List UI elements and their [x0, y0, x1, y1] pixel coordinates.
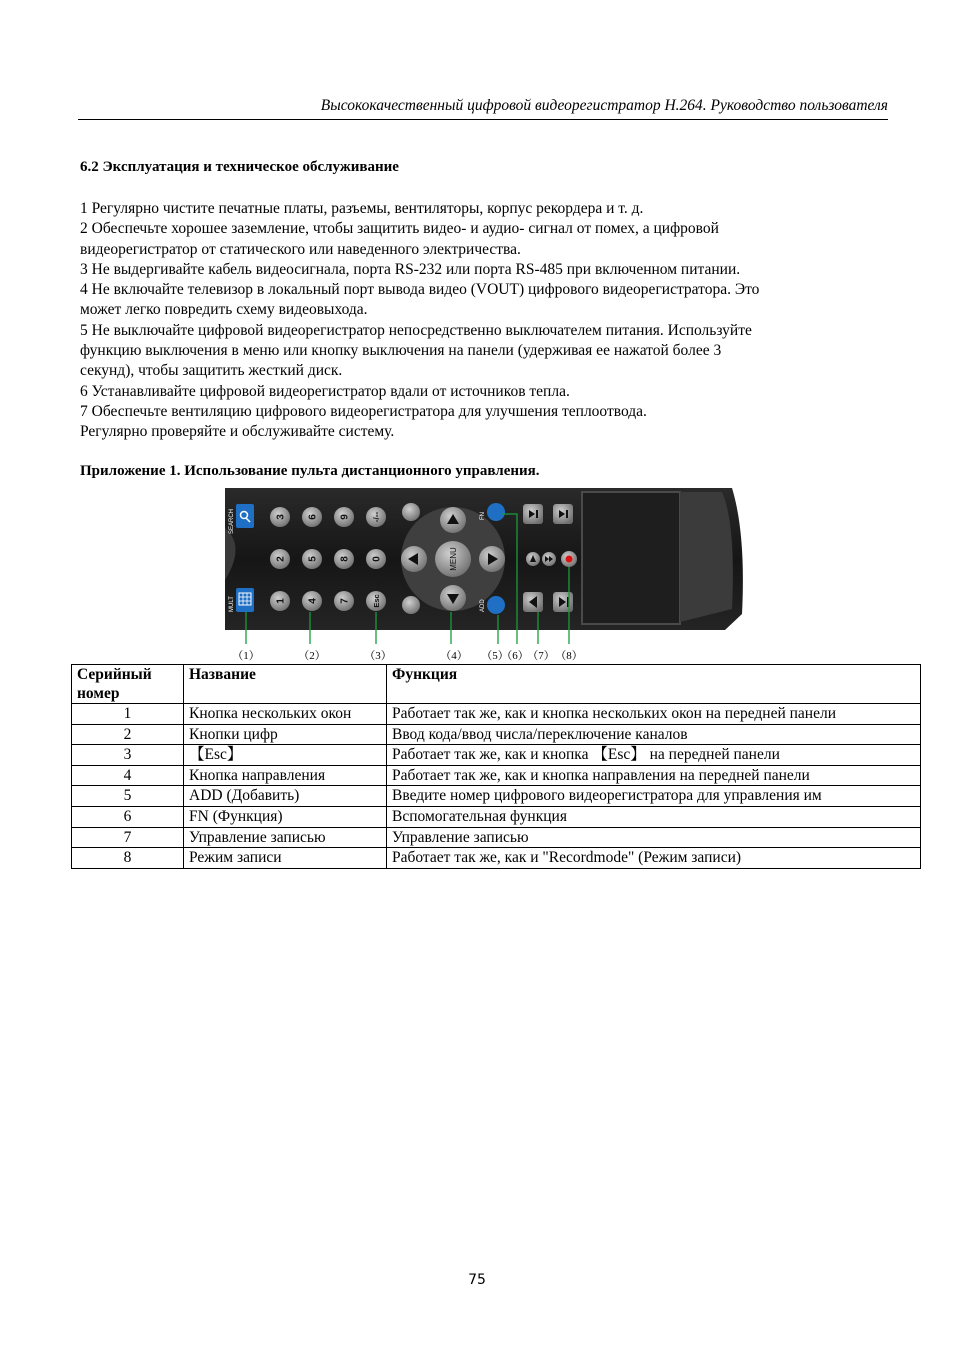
- arrow-down-button[interactable]: [440, 585, 466, 611]
- digit-button[interactable]: [302, 591, 322, 611]
- svg-text:-/--: -/--: [372, 511, 381, 523]
- table-row: [72, 827, 921, 848]
- svg-text:5: 5: [307, 556, 319, 562]
- row-function: Ввод кода/ввод числа/переключение каналов: [387, 724, 921, 745]
- fn-button[interactable]: [487, 503, 505, 521]
- svg-text:Esc: Esc: [372, 594, 381, 608]
- page-header: Высококачественный цифровой видеорегистратор H.264. Руководство пользователя: [78, 97, 888, 120]
- table-row: [72, 724, 921, 745]
- table-row: [72, 704, 921, 725]
- row-function: Работает так же, как и кнопка 【Esc】 на передней панели: [387, 745, 921, 766]
- digit-button[interactable]: [270, 507, 290, 527]
- svg-text:3: 3: [275, 514, 287, 520]
- digit-button[interactable]: [270, 591, 290, 611]
- row-number: 8: [72, 848, 184, 869]
- row-function: Работает так же, как и кнопка нескольких окон на передней панели: [387, 704, 921, 725]
- text-line: 6 Устанавливайте цифровой видеорегистратор вдали от источников тепла.: [80, 382, 570, 400]
- row-name: Кнопка направления: [184, 765, 387, 786]
- text-line: видеорегистратор от статического или наведенного электричества.: [80, 240, 521, 258]
- remote-end-cap: [680, 492, 733, 622]
- digit-button[interactable]: [334, 507, 354, 527]
- record-control-button[interactable]: [553, 504, 573, 524]
- svg-text:9: 9: [339, 514, 351, 520]
- text-line: функцию выключения в меню или кнопку выключения на панели (удерживая ее нажатой более 3: [80, 342, 722, 360]
- arrow-right-button[interactable]: [479, 546, 505, 572]
- row-name: Управление записью: [184, 827, 387, 848]
- row-number: 5: [72, 786, 184, 807]
- row-number: 2: [72, 724, 184, 745]
- svg-text:8: 8: [339, 556, 351, 562]
- table-header-row: [72, 665, 921, 704]
- svg-text:6: 6: [307, 514, 319, 520]
- row-function: Вспомогательная функция: [387, 806, 921, 827]
- row-function: Управление записью: [387, 827, 921, 848]
- callout-label: （5）: [481, 650, 509, 662]
- record-dot-icon: [566, 556, 573, 563]
- row-name: Кнопка нескольких окон: [184, 704, 387, 725]
- digit-button[interactable]: [302, 549, 322, 569]
- blank-button[interactable]: [402, 503, 420, 521]
- text-line: секунд), чтобы защитить жесткий диск.: [80, 362, 343, 380]
- row-name: 【Esc】: [184, 745, 387, 766]
- column-header: Функция: [387, 665, 921, 704]
- arrow-left-button[interactable]: [401, 546, 427, 572]
- appendix-title: Приложение 1. Использование пульта дистанционного управления.: [80, 463, 540, 479]
- row-number: 6: [72, 806, 184, 827]
- digit-button[interactable]: [334, 591, 354, 611]
- record-mode-button[interactable]: [561, 551, 577, 567]
- minus-button[interactable]: [366, 507, 386, 527]
- column-header: Серийный номер: [72, 665, 184, 704]
- svg-text:1: 1: [275, 598, 287, 604]
- row-name: Кнопки цифр: [184, 724, 387, 745]
- svg-text:7: 7: [339, 598, 351, 604]
- row-number: 3: [72, 745, 184, 766]
- text-line: 2 Обеспечьте хорошее заземление, чтобы защитить видео- и аудио- сигнал от помех, а цифровой: [80, 220, 719, 238]
- remote-function-table: [71, 664, 921, 869]
- text-line: 1 Регулярно чистите печатные платы, разъемы, вентиляторы, корпус рекордера и т. д.: [80, 200, 644, 217]
- mult-label: MULT: [229, 596, 235, 612]
- callout-label: （3）: [364, 650, 392, 662]
- column-header: Название: [184, 665, 387, 704]
- row-function: Работает так же, как и "Recordmode" (Режим записи): [387, 848, 921, 869]
- callout-label: （6）: [501, 650, 529, 662]
- row-name: ADD (Добавить): [184, 786, 387, 807]
- record-control-button[interactable]: [523, 592, 543, 612]
- remote-panel: [582, 492, 680, 624]
- table-row: [72, 786, 921, 807]
- record-control-button[interactable]: [523, 504, 543, 524]
- row-number: 4: [72, 765, 184, 786]
- callout-label: （2）: [298, 650, 326, 662]
- text-line: Регулярно проверяйте и обслуживайте систему.: [80, 423, 395, 441]
- row-name: FN (Функция): [184, 806, 387, 827]
- remote-control-diagram: [220, 484, 750, 664]
- callout-label: （4）: [440, 650, 468, 662]
- record-control-button[interactable]: [542, 552, 556, 566]
- svg-text:MENU: MENU: [449, 547, 458, 571]
- digit-button[interactable]: [366, 549, 386, 569]
- table-row: [72, 765, 921, 786]
- row-function: Работает так же, как и кнопка направления на передней панели: [387, 765, 921, 786]
- add-label: ADD: [480, 599, 486, 612]
- row-number: 1: [72, 704, 184, 725]
- text-line: 5 Не выключайте цифровой видеорегистратор непосредственно выключателем питания. Используйте: [80, 321, 752, 339]
- table-row: [72, 745, 921, 766]
- record-control-button[interactable]: [526, 552, 540, 566]
- menu-button[interactable]: [435, 541, 471, 577]
- callout-label: （8）: [555, 650, 583, 662]
- search-button[interactable]: [236, 504, 254, 528]
- text-line: 7 Обеспечьте вентиляцию цифрового видеорегистратора для улучшения теплоотвода.: [80, 402, 647, 420]
- esc-button[interactable]: [366, 591, 386, 611]
- direction-pad: [401, 507, 505, 611]
- row-number: 7: [72, 827, 184, 848]
- blank-button[interactable]: [402, 596, 420, 614]
- text-line: может легко повредить схему видеовыхода.: [80, 301, 368, 319]
- fn-label: FN: [480, 512, 486, 520]
- arrow-up-button[interactable]: [440, 507, 466, 533]
- svg-text:4: 4: [307, 598, 319, 604]
- record-control-button[interactable]: [553, 592, 573, 612]
- svg-text:2: 2: [275, 556, 287, 562]
- digit-button[interactable]: [334, 549, 354, 569]
- digit-button[interactable]: [302, 507, 322, 527]
- maintenance-text: [80, 199, 880, 443]
- callout-label: （1）: [232, 650, 260, 662]
- page-number: 75: [468, 1272, 486, 1288]
- svg-text:0: 0: [371, 556, 383, 562]
- row-name: Режим записи: [184, 848, 387, 869]
- mult-button[interactable]: [236, 588, 254, 612]
- digit-button[interactable]: [270, 549, 290, 569]
- table-row: [72, 848, 921, 869]
- text-line: 4 Не включайте телевизор в локальный порт вывода видео (VOUT) цифрового видеорегистратора. Это: [80, 281, 760, 299]
- table-row: [72, 806, 921, 827]
- search-label: SEARCH: [229, 508, 235, 534]
- section-title: 6.2 Эксплуатация и техническое обслуживание: [80, 159, 399, 175]
- add-button[interactable]: [487, 596, 505, 614]
- text-line: 3 Не выдергивайте кабель видеосигнала, порта RS-232 или порта RS-485 при включенном питании.: [80, 260, 741, 278]
- callout-label: （7）: [527, 650, 555, 662]
- row-function: Введите номер цифрового видеорегистратора для управления им: [387, 786, 921, 807]
